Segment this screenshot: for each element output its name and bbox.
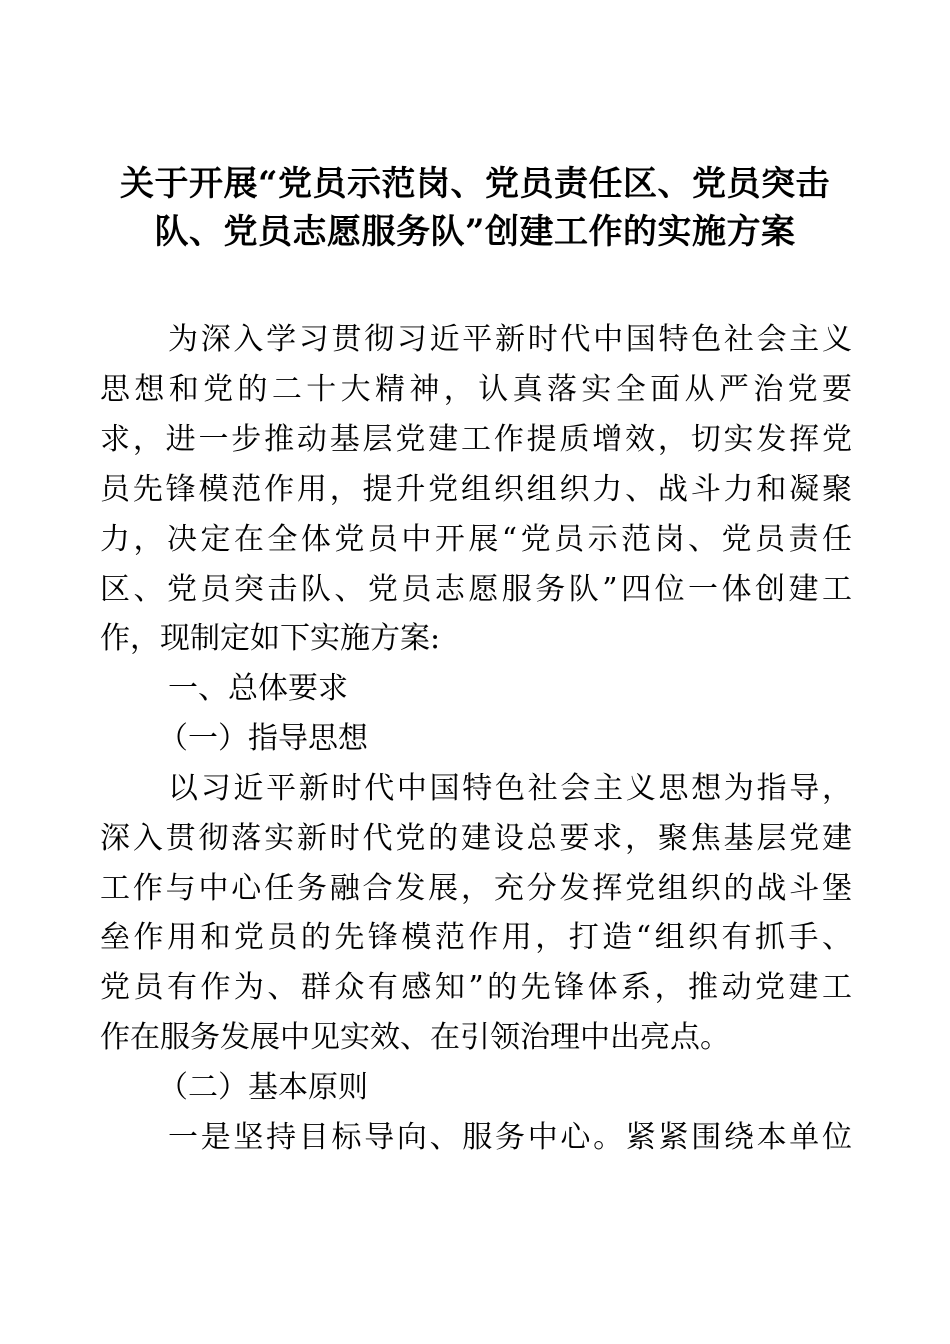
paragraph-line: 作在服务发展中见实效、在引领治理中出亮点。 bbox=[100, 1020, 730, 1055]
paragraph-line: 区、党员突击队、党员志愿服务队”四位一体创建工 bbox=[100, 572, 852, 607]
document-title bbox=[90, 160, 860, 256]
paragraph-line: 工作与中心任务融合发展，充分发挥党组织的战斗堡 bbox=[100, 871, 852, 906]
subsection-heading: （一）指导思想 bbox=[158, 721, 368, 756]
paragraph-line: 垒作用和党员的先锋模范作用，打造“组织有抓手、 bbox=[100, 920, 852, 955]
paragraph-line: 力，决定在全体党员中开展“党员示范岗、党员责任 bbox=[100, 522, 852, 557]
paragraph-line: 作，现制定如下实施方案: bbox=[100, 621, 441, 656]
title-line: 队、党员志愿服务队”创建工作的实施方案 bbox=[154, 212, 796, 252]
paragraph-line: 深入贯彻落实新时代党的建设总要求，聚焦基层党建 bbox=[100, 821, 852, 856]
paragraph-line: 为深入学习贯彻习近平新时代中国特色社会主义 bbox=[168, 322, 852, 357]
paragraph-line: 一是坚持目标导向、服务中心。紧紧围绕本单位 bbox=[168, 1120, 852, 1155]
paragraph-line: 员先锋模范作用，提升党组织组织力、战斗力和凝聚 bbox=[100, 472, 852, 507]
paragraph-line: 以习近平新时代中国特色社会主义思想为指导， bbox=[168, 771, 852, 806]
paragraph-line: 党员有作为、群众有感知”的先锋体系，推动党建工 bbox=[100, 970, 852, 1005]
section-heading: 一、总体要求 bbox=[168, 671, 348, 706]
title-line: 关于开展“党员示范岗、党员责任区、党员突击 bbox=[119, 164, 831, 204]
paragraph-line: 求，进一步推动基层党建工作提质增效，切实发挥党 bbox=[100, 422, 852, 457]
subsection-heading: （二）基本原则 bbox=[158, 1070, 368, 1105]
paragraph-line: 思想和党的二十大精神，认真落实全面从严治党要 bbox=[100, 372, 852, 407]
